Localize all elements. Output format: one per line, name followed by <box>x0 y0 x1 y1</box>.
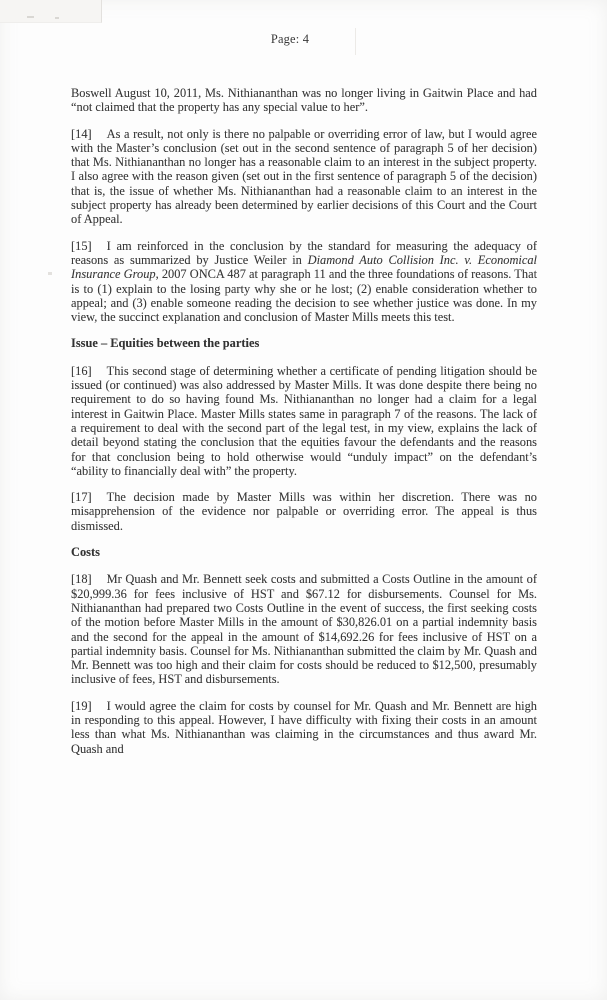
paragraph-number: [19] <box>71 698 92 713</box>
case-citation: Diamond Auto Collision Inc. v. Economical Insurance Group <box>71 252 537 282</box>
section-heading-equities: Issue – Equities between the parties <box>71 336 260 351</box>
paragraph-intro-continuation <box>71 86 537 115</box>
scan-speck <box>27 16 34 18</box>
paragraph-text: This second stage of determining whether a certificate of pending litigation should be issued (or continued) was also addressed by Master Mills. It was done despite there being no requirement to do so having found Ms. Nithiananthan no longer had a claim for a legal interest in Gaitwin Place. Master Mills states same in paragraph 7 of the reasons. The lack of a requirement to deal with the second part of the legal test, in my view, explains the lack of detail beyond stating the conclusion that the equities favour the defendants and the reasons for that conclusion being to hold otherwise would “unduly impact” on the defendant’s “ability to financially deal with” the property. <box>71 363 537 478</box>
paragraph-text: I am reinforced in the conclusion by the standard for measuring the adequacy of reasons as summarized by Justice Weiler in <box>71 238 537 267</box>
paragraph-18 <box>71 572 537 686</box>
paragraph-number: [16] <box>71 363 92 378</box>
paragraph-number: [17] <box>71 490 92 505</box>
page-number-header: Page: 4 <box>270 32 310 46</box>
paragraph-number: [18] <box>71 572 92 587</box>
paragraph-19 <box>71 699 537 756</box>
paragraph-16 <box>71 364 537 478</box>
paragraph-17 <box>71 490 537 533</box>
scan-speck <box>48 272 52 275</box>
paragraph-number: [14] <box>71 126 92 141</box>
paragraph-14 <box>71 127 537 227</box>
paragraph-text: Boswell August 10, 2011, Ms. Nithiananthan was no longer living in Gaitwin Place and had “not claimed that the property has any special value to her”. <box>71 86 537 115</box>
paragraph-number: [15] <box>71 238 92 253</box>
paragraph-text: , 2007 ONCA 487 at paragraph 11 and the three foundations of reasons. That is to (1) explain to the losing party why she or he lost; (2) enable consideration whether to appeal; and (3) enable someone reading the decision to see whether justice was done. In my view, the succinct explanation and conclusion of Master Mills meets this test. <box>71 267 538 325</box>
paragraph-text: As a result, not only is there no palpable or overriding error of law, but I would agree with the Master’s conclusion (set out in the second sentence of paragraph 5 of her decision) that Ms. Nithiananthan no longer has a reasonable claim to an interest in the subject property. I also agree with the reason given (set out in the first sentence of paragraph 5 of the decision) that is, the issue of whether Ms. Nithiananthan had a reasonable claim to an interest in the subject property has already been determined by earlier decisions of this Court and the Court of Appeal. <box>71 126 537 227</box>
paragraph-text: I would agree the claim for costs by counsel for Mr. Quash and Mr. Bennett are high in responding to this appeal. However, I have difficulty with fixing their costs in an amount less than what Ms. Nithiananthan was claiming in the circumstances and thus award Mr. Quash and <box>71 698 537 756</box>
paragraph-text: The decision made by Master Mills was within her discretion. There was no misapprehension of the evidence nor palpable or overriding error. The appeal is thus dismissed. <box>71 490 537 533</box>
paragraph-text: Mr Quash and Mr. Bennett seek costs and submitted a Costs Outline in the amount of $20,999.36 for fees inclusive of HST and $67.12 for disbursements. Counsel for Ms. Nithiananthan had prepared two Costs Outline in the event of success, the first seeking costs of the motion before Master Mills in the amount of $30,826.01 on a partial indemnity basis and the second for the appeal in the amount of $14,692.26 for fees inclusive of HST on a partial indemnity basis. Counsel for Ms. Nithiananthan submitted the claim by Mr. Quash and Mr. Bennett was too high and their claim for costs should be reduced to $12,500, presumably inclusive of fees, HST and disbursements. <box>71 572 537 687</box>
scan-speck <box>55 17 59 19</box>
paragraph-15 <box>71 239 537 325</box>
section-heading-costs: Costs <box>71 545 100 560</box>
scan-edge-artifact <box>0 0 102 23</box>
document-body <box>71 86 537 768</box>
